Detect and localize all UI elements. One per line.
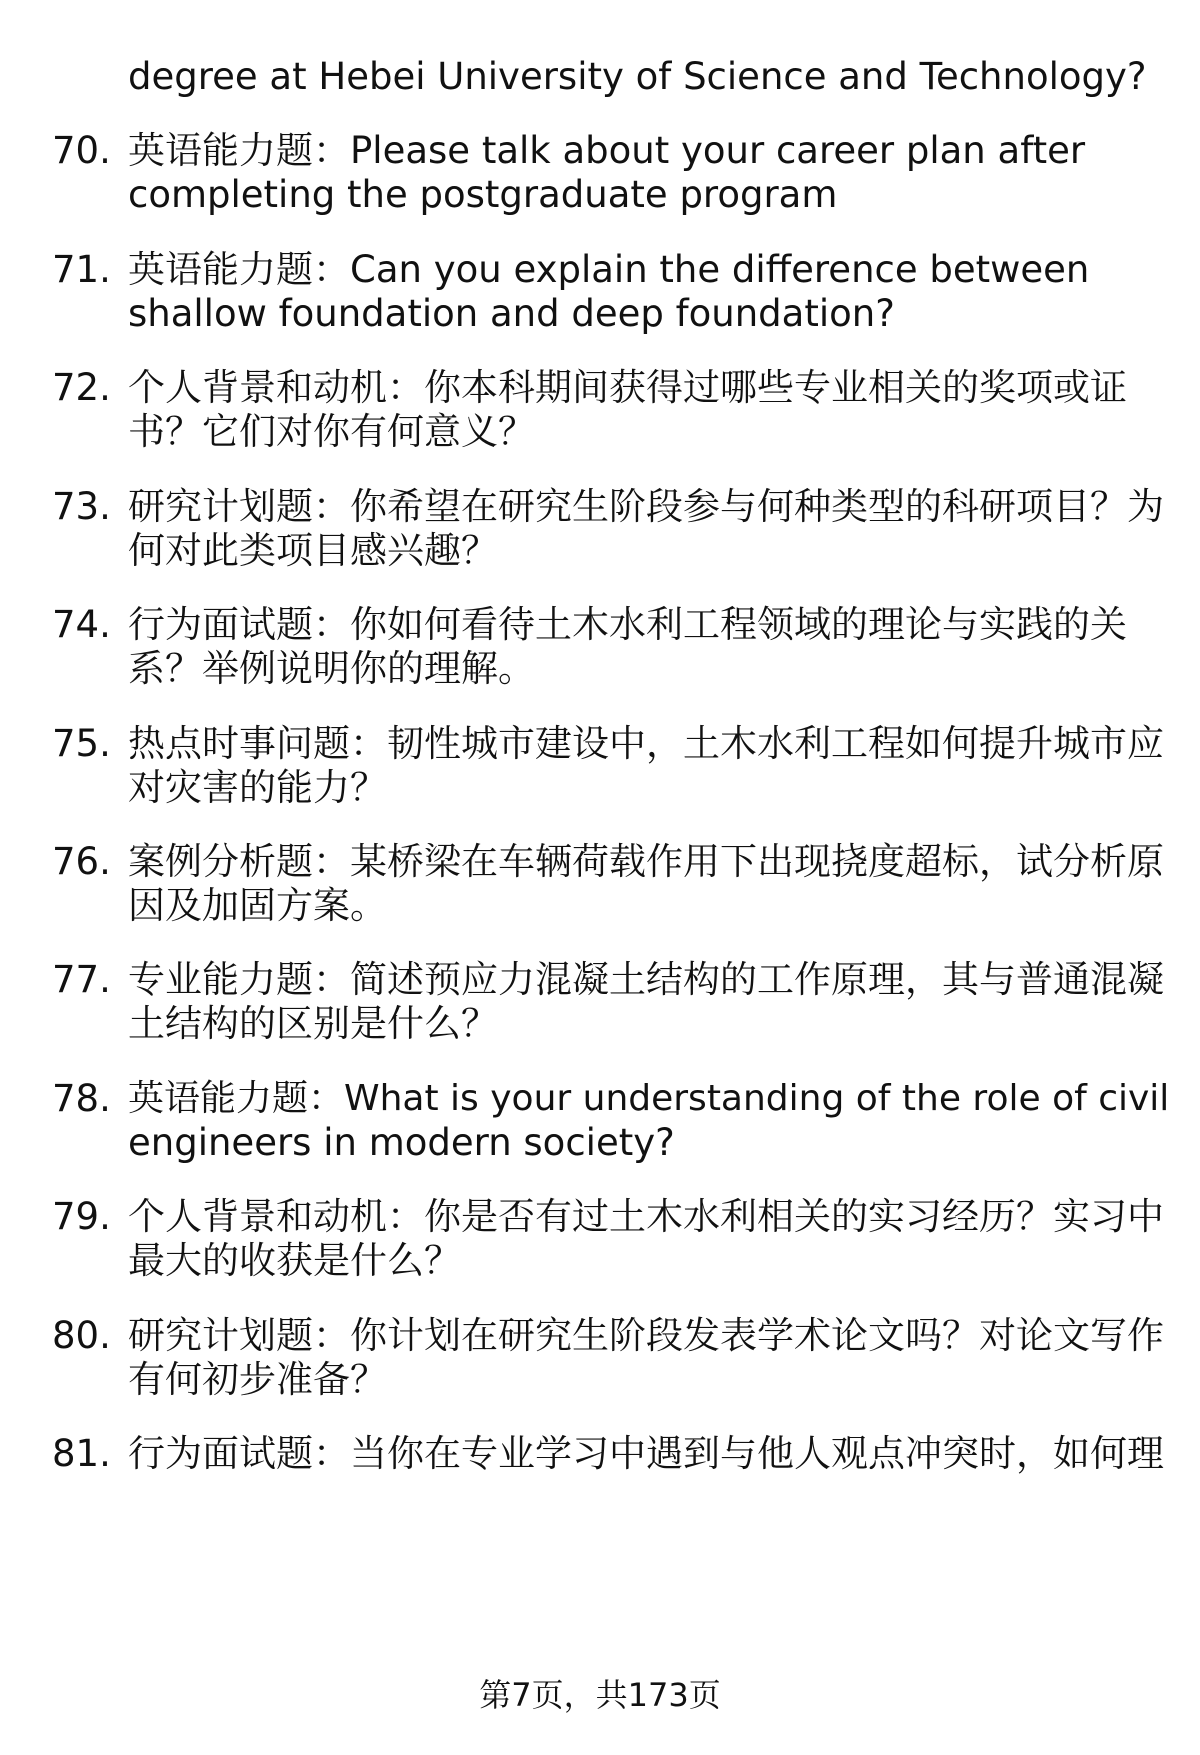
item-text-line: 英语能力题：What is your understanding of the role of civil bbox=[128, 1078, 1170, 1119]
item-text-line: 案例分析题：某桥梁在车辆荷载作用下出现挠度超标，试分析原 bbox=[128, 840, 1164, 883]
item-text-line: 研究计划题：你希望在研究生阶段参与何种类型的科研项目？为 bbox=[128, 485, 1164, 528]
item-text-line: engineers in modern society? bbox=[128, 1121, 675, 1164]
item-text-line: 行为面试题：当你在专业学习中遇到与他人观点冲突时，如何理 bbox=[128, 1432, 1164, 1475]
item-number: 70. bbox=[52, 129, 111, 172]
page-footer: 第7页，共173页 bbox=[479, 1676, 721, 1714]
item-text-line: 对灾害的能力？ bbox=[128, 766, 387, 809]
item-number: 72. bbox=[52, 366, 111, 409]
item-text-line: 研究计划题：你计划在研究生阶段发表学术论文吗？对论文写作 bbox=[128, 1314, 1164, 1357]
item-number: 71. bbox=[52, 248, 111, 291]
item-number: 75. bbox=[52, 722, 111, 765]
item-text-line: 何对此类项目感兴趣？ bbox=[128, 529, 498, 572]
item-text-line: 行为面试题：你如何看待土木水利工程领域的理论与实践的关 bbox=[128, 603, 1127, 646]
item-text-line: 英语能力题：Please talk about your career plan after bbox=[128, 129, 1086, 172]
item-text-line: 土结构的区别是什么？ bbox=[128, 1002, 498, 1045]
item-text-line: 个人背景和动机：你本科期间获得过哪些专业相关的奖项或证 bbox=[128, 366, 1127, 409]
item-text-line: 系？举例说明你的理解。 bbox=[128, 647, 535, 690]
item-number: 73. bbox=[52, 485, 111, 528]
item-number: 76. bbox=[52, 840, 111, 883]
item-text-line: 有何初步准备？ bbox=[128, 1358, 387, 1401]
item-text-line: 热点时事问题：韧性城市建设中，土木水利工程如何提升城市应 bbox=[128, 722, 1164, 765]
item-text-line: shallow foundation and deep foundation? bbox=[128, 292, 895, 335]
item-text-line: 最大的收获是什么？ bbox=[128, 1239, 461, 1282]
item-number: 78. bbox=[52, 1077, 111, 1120]
continuation-line: degree at Hebei University of Science and Technology? bbox=[128, 55, 1147, 98]
item-text-line: 因及加固方案。 bbox=[128, 884, 387, 927]
item-number: 79. bbox=[52, 1195, 111, 1238]
item-number: 74. bbox=[52, 603, 111, 646]
item-text-line: completing the postgraduate program bbox=[128, 173, 838, 216]
item-text-line: 书？它们对你有何意义？ bbox=[128, 410, 535, 453]
item-number: 80. bbox=[52, 1314, 111, 1357]
item-text-line: 英语能力题：Can you explain the difference between bbox=[128, 248, 1090, 291]
item-number: 77. bbox=[52, 958, 111, 1001]
item-number: 81. bbox=[52, 1432, 111, 1475]
item-text-line: 个人背景和动机：你是否有过土木水利相关的实习经历？实习中 bbox=[128, 1195, 1164, 1238]
item-text-line: 专业能力题：简述预应力混凝土结构的工作原理，其与普通混凝 bbox=[128, 958, 1164, 1001]
